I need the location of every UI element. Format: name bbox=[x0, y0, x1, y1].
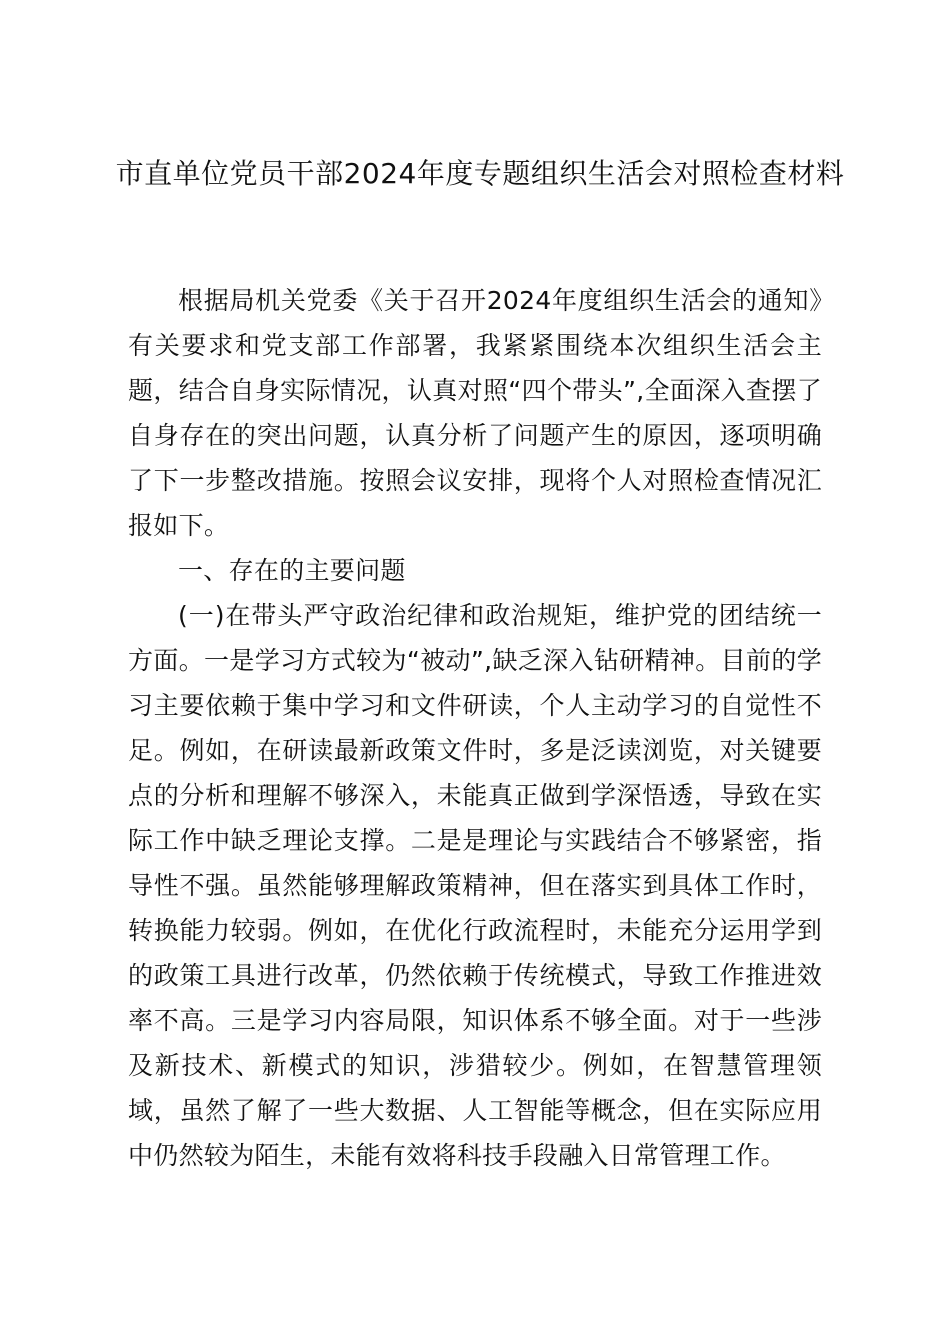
intro-paragraph: 根据局机关党委《关于召开2024年度组织生活会的通知》有关要求和党支部工作部署，我紧紧围绕本次组织生活会主题，结合自身实际情况，认真对照“四个带头”,全面深入查摆了自身存在的突出问题，认真分析了问题产生的原因，逐项明确了下一步整改措施。按照会议安排，现将个人对照检查情况汇报如下。 bbox=[128, 286, 822, 540]
document-body bbox=[128, 278, 822, 1178]
body-paragraph: (一)在带头严守政治纪律和政治规矩，维护党的团结统一方面。一是学习方式较为“被动”,缺乏深入钻研精神。目前的学习主要依赖于集中学习和文件研读，个人主动学习的自觉性不足。例如，在研读最新政策文件时，多是泛读浏览，对关键要点的分析和理解不够深入，未能真正做到学深悟透，导致在实际工作中缺乏理论支撑。二是是理论与实践结合不够紧密，指导性不强。虽然能够理解政策精神，但在落实到具体工作时，转换能力较弱。例如，在优化行政流程时，未能充分运用学到的政策工具进行改革，仍然依赖于传统模式，导致工作推进效率不高。三是学习内容局限，知识体系不够全面。对于一些涉及新技术、新模式的知识，涉猎较少。例如，在智慧管理领域，虽然了解了一些大数据、人工智能等概念，但在实际应用中仍然较为陌生，未能有效将科技手段融入日常管理工作。 bbox=[128, 601, 822, 1170]
section-heading: 一、存在的主要问题 bbox=[178, 556, 406, 585]
document-title: 市直单位党员干部2024年度专题组织生活会对照检查材料 bbox=[115, 157, 845, 190]
